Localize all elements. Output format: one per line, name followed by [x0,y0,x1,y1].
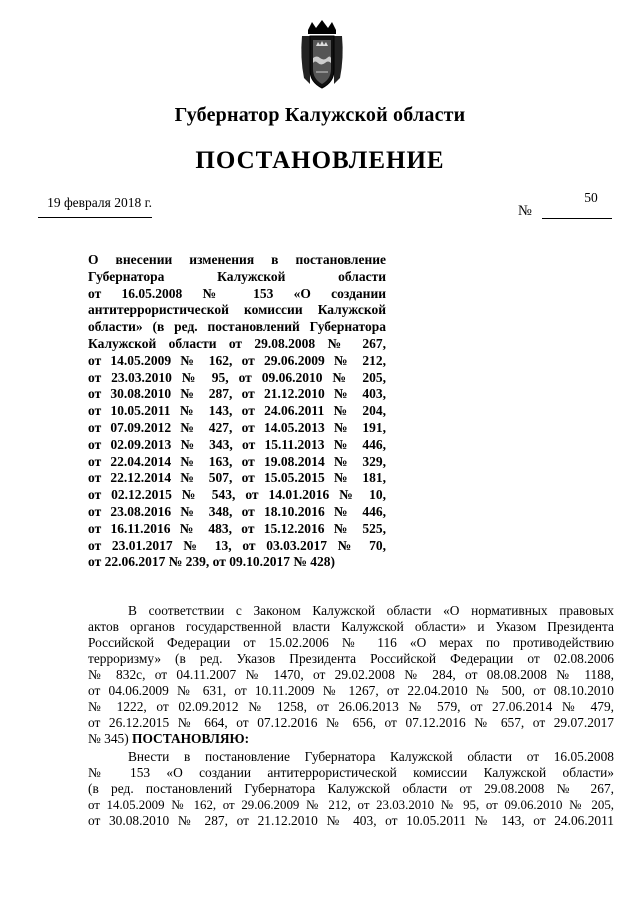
body-line: от 30.08.2010 № 287, от 21.12.2010 № 403, от 10.05.2011 № 143, от 24.06.2011 [88,813,614,828]
body-line: (в ред. постановлений Губернатора Калужской области от 29.08.2008 № 267, [88,781,614,796]
body-line: от 14.05.2009 № 162, от 29.06.2009 № 212, от 23.03.2010 № 95, от 09.06.2010 № 205, [88,798,614,812]
body-line: № 832с, от 04.11.2007 № 1470, от 29.02.2008 № 284, от 08.08.2008 № 1188, [88,667,614,682]
title-line: О внесении изменения в постановление [88,252,386,267]
title-line: от 10.05.2011 № 143, от 24.06.2011 № 204, [88,403,386,419]
title-line: от 02.12.2015 № 543, от 14.01.2016 № 10, [88,487,386,503]
body-line: № 1222, от 02.09.2012 № 1258, от 26.06.2013 № 579, от 27.06.2014 № 479, [88,699,614,714]
body-line [88,731,614,747]
document-title [88,252,386,571]
title-line: от 22.04.2014 № 163, от 19.08.2014 № 329, [88,453,386,469]
title-line: Губернатора Калужской области [88,268,386,284]
title-line: от 16.11.2016 № 483, от 15.12.2016 № 525, [88,520,386,536]
decree-word: ПОСТАНОВЛЯЮ: [132,731,250,746]
date-underline [38,217,152,218]
number-underline [542,218,612,219]
title-line: от 23.08.2016 № 348, от 18.10.2016 № 446, [88,503,386,519]
body-line: № 153 «О создании антитеррористической комиссии Калужской области» [88,765,614,780]
body-line: от 26.12.2015 № 664, от 07.12.2016 № 656, от 07.12.2016 № 657, от 29.07.2017 [88,715,614,730]
body-line: терроризму» (в ред. Указов Президента Российской Федерации от 02.08.2006 [88,651,614,666]
body-line: Российской Федерации от 15.02.2006 № 116 «О мерах по противодействию [88,635,614,650]
document-number: 50 [584,190,598,205]
title-line: антитеррористической комиссии Калужской [88,302,386,318]
body-line: актов органов государственной власти Калужской области» и Указом Президента [88,619,614,634]
title-line: области» (в ред. постановлений Губернатора [88,319,386,335]
body-text: № 345) [88,731,129,746]
number-label: № [518,203,532,219]
body-line: Внести в постановление Губернатора Калужской области от 16.05.2008 [128,749,614,764]
title-line: от 14.05.2009 № 162, от 29.06.2009 № 212, [88,352,386,368]
document-date: 19 февраля 2018 г. [47,195,152,210]
title-line: от 22.06.2017 № 239, от 09.10.2017 № 428) [88,554,336,570]
body-line: от 04.06.2009 № 631, от 10.11.2009 № 1267, от 22.04.2010 № 500, от 08.10.2010 [88,683,614,698]
document-type-heading: ПОСТАНОВЛЕНИЕ [195,147,445,174]
authority-heading: Губернатор Калужской области [174,104,466,126]
title-line: от 02.09.2013 № 343, от 15.11.2013 № 446, [88,436,386,452]
body-line: В соответствии с Законом Калужской области «О нормативных правовых [128,603,614,618]
title-line: от 22.12.2014 № 507, от 15.05.2015 № 181, [88,470,386,486]
title-line: от 23.03.2010 № 95, от 09.06.2010 № 205, [88,369,386,385]
title-line: от 16.05.2008 № 153 «О создании [88,285,386,301]
kaluga-coat-of-arms-icon [300,18,344,90]
title-line: от 07.09.2012 № 427, от 14.05.2013 № 191, [88,419,386,435]
title-line: от 30.08.2010 № 287, от 21.12.2010 № 403, [88,386,386,402]
title-line: Калужской области от 29.08.2008 № 267, [88,335,386,351]
title-line: от 23.01.2017 № 13, от 03.03.2017 № 70, [88,537,386,553]
